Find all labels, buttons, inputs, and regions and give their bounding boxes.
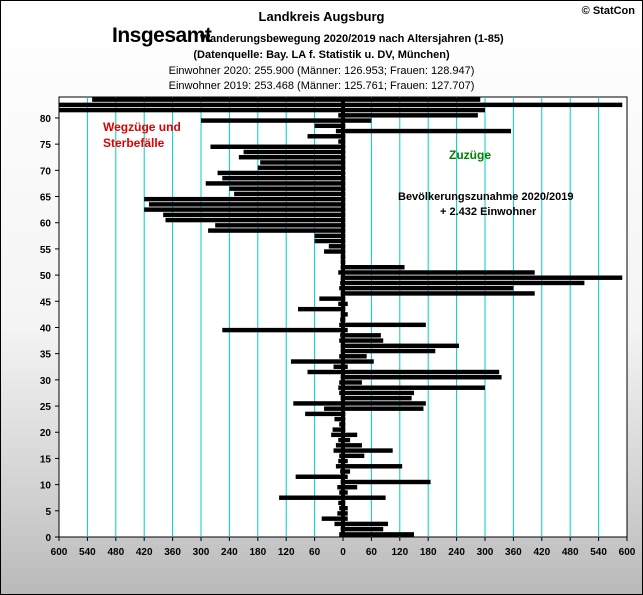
inflow-label: Zuzüge bbox=[449, 148, 491, 162]
outflow-bar bbox=[229, 186, 343, 190]
growth-value: + 2.432 Einwohner bbox=[440, 206, 537, 218]
x-tick-label: 480 bbox=[561, 547, 579, 558]
inflow-bar bbox=[343, 532, 414, 536]
y-tick-label: 45 bbox=[39, 297, 51, 309]
inflow-bar bbox=[343, 338, 383, 342]
x-tick-label: 60 bbox=[365, 547, 377, 558]
outflow-bar bbox=[324, 406, 343, 410]
y-tick-label: 10 bbox=[39, 480, 51, 492]
outflow-bar bbox=[92, 97, 343, 101]
outflow-bar bbox=[144, 197, 343, 201]
inflow-bar bbox=[343, 323, 426, 327]
x-tick-label: 180 bbox=[419, 547, 437, 558]
outflow-bar bbox=[234, 192, 343, 196]
y-tick-label: 50 bbox=[39, 271, 51, 283]
x-tick-label: 120 bbox=[391, 547, 409, 558]
chart-subtitle: Wanderungsbewegung 2020/2019 nach Altersjahren (1-85) bbox=[200, 33, 504, 45]
outflow-bar bbox=[222, 176, 343, 180]
outflow-bar bbox=[166, 218, 344, 222]
y-tick-label: 0 bbox=[45, 533, 51, 544]
outflow-bar bbox=[322, 516, 343, 520]
outflow-label-line2: Sterbefälle bbox=[103, 136, 165, 150]
outflow-bar bbox=[218, 171, 343, 175]
y-tick-label: 65 bbox=[39, 192, 51, 204]
inflow-bar bbox=[343, 454, 364, 458]
outflow-bar bbox=[163, 213, 343, 217]
inflow-bar bbox=[343, 485, 357, 489]
x-tick-label: 60 bbox=[309, 547, 321, 558]
inflow-bar bbox=[343, 391, 414, 395]
outflow-bar bbox=[293, 401, 343, 405]
y-tick-label: 5 bbox=[45, 506, 51, 518]
x-tick-label: 120 bbox=[277, 547, 295, 558]
x-tick-label: 420 bbox=[533, 547, 551, 558]
inflow-bar bbox=[343, 113, 478, 117]
inflow-bar bbox=[343, 522, 388, 526]
x-tick-label: 600 bbox=[50, 547, 68, 558]
inflow-bar bbox=[343, 354, 367, 358]
outflow-bar bbox=[244, 150, 343, 154]
y-tick-label: 75 bbox=[39, 140, 51, 152]
y-tick-label: 70 bbox=[39, 166, 51, 178]
x-tick-label: 240 bbox=[448, 547, 465, 558]
outflow-bar bbox=[315, 124, 343, 128]
outflow-bar bbox=[149, 202, 343, 206]
inflow-bar bbox=[343, 333, 381, 337]
inflow-bar bbox=[343, 281, 584, 285]
outflow-bar bbox=[291, 359, 343, 363]
x-tick-label: 420 bbox=[135, 547, 153, 558]
residents-2020: Einwohner 2020: 255.900 (Männer: 126.953; Frauen: 128.947) bbox=[168, 65, 475, 77]
outflow-bar bbox=[206, 181, 343, 185]
outflow-bar bbox=[308, 134, 344, 138]
inflow-bar bbox=[343, 464, 402, 468]
inflow-bar bbox=[343, 275, 622, 279]
outflow-bar bbox=[324, 249, 343, 253]
inflow-bar bbox=[343, 103, 622, 107]
inflow-bar bbox=[343, 286, 513, 290]
x-tick-label: 540 bbox=[590, 547, 607, 558]
inflow-bar bbox=[343, 448, 393, 452]
outflow-bar bbox=[201, 118, 343, 122]
x-tick-label: 600 bbox=[618, 547, 636, 558]
outflow-bar bbox=[59, 108, 343, 112]
x-tick-label: 0 bbox=[340, 547, 346, 558]
y-tick-label: 30 bbox=[39, 375, 51, 387]
outflow-bar bbox=[296, 475, 343, 479]
outflow-bar bbox=[329, 244, 343, 248]
inflow-bar bbox=[343, 270, 535, 274]
outflow-bar bbox=[319, 296, 343, 300]
copyright-label: © StatCon bbox=[581, 5, 635, 17]
inflow-bar bbox=[343, 480, 431, 484]
y-tick-label: 35 bbox=[39, 349, 51, 361]
inflow-bar bbox=[343, 97, 480, 101]
inflow-bar bbox=[343, 527, 383, 531]
outflow-bar bbox=[279, 495, 343, 499]
growth-label: Bevölkerungszunahme 2020/2019 bbox=[398, 191, 574, 203]
inflow-bar bbox=[343, 406, 423, 410]
y-tick-label: 20 bbox=[39, 428, 51, 440]
outflow-bar bbox=[315, 234, 343, 238]
inflow-bar bbox=[343, 443, 362, 447]
x-tick-label: 360 bbox=[505, 547, 522, 558]
inflow-bar bbox=[343, 118, 371, 122]
y-tick-label: 60 bbox=[39, 218, 51, 230]
inflow-bar bbox=[343, 291, 535, 295]
x-tick-label: 300 bbox=[192, 547, 210, 558]
outflow-bar bbox=[208, 228, 343, 232]
x-tick-label: 240 bbox=[221, 547, 238, 558]
region-title: Landkreis Augsburg bbox=[258, 9, 385, 24]
inflow-bar bbox=[343, 129, 511, 133]
y-tick-label: 25 bbox=[39, 402, 51, 414]
x-tick-label: 360 bbox=[164, 547, 181, 558]
y-tick-label: 40 bbox=[39, 323, 51, 335]
outflow-bar bbox=[210, 145, 343, 149]
residents-2019: Einwohner 2019: 253.468 (Männer: 125.761; Frauen: 127.707) bbox=[168, 80, 475, 92]
outflow-bar bbox=[298, 307, 343, 311]
x-tick-label: 180 bbox=[249, 547, 267, 558]
x-tick-label: 300 bbox=[476, 547, 494, 558]
chart-main-title: Insgesamt bbox=[112, 24, 212, 47]
outflow-label-line1: Wegzüge und bbox=[103, 120, 181, 134]
y-tick-label: 15 bbox=[39, 454, 51, 466]
inflow-bar bbox=[343, 370, 499, 374]
x-tick-label: 480 bbox=[107, 547, 125, 558]
inflow-bar bbox=[343, 108, 485, 112]
outflow-bar bbox=[144, 207, 343, 211]
inflow-bar bbox=[343, 396, 412, 400]
inflow-bar bbox=[343, 495, 386, 499]
y-tick-label: 55 bbox=[39, 244, 51, 256]
data-source: (Datenquelle: Bay. LA f. Statistik u. DV, München) bbox=[193, 49, 450, 61]
x-tick-label: 540 bbox=[79, 547, 96, 558]
inflow-bar bbox=[343, 349, 435, 353]
inflow-bar bbox=[343, 375, 502, 379]
outflow-label bbox=[103, 119, 213, 151]
outflow-bar bbox=[59, 103, 343, 107]
inflow-bar bbox=[343, 433, 357, 437]
inflow-bar bbox=[343, 265, 405, 269]
inflow-bar bbox=[343, 359, 374, 363]
outflow-bar bbox=[305, 412, 343, 416]
outflow-bar bbox=[260, 160, 343, 164]
outflow-bar bbox=[215, 223, 343, 227]
inflow-bar bbox=[343, 401, 426, 405]
outflow-bar bbox=[222, 328, 343, 332]
inflow-bar bbox=[343, 344, 459, 348]
inflow-bar bbox=[343, 380, 362, 384]
y-tick-label: 80 bbox=[39, 113, 51, 125]
outflow-bar bbox=[308, 370, 344, 374]
outflow-bar bbox=[258, 165, 343, 169]
center-axis bbox=[341, 97, 345, 537]
outflow-bar bbox=[315, 239, 343, 243]
inflow-bar bbox=[343, 385, 485, 389]
outflow-bar bbox=[239, 155, 343, 159]
